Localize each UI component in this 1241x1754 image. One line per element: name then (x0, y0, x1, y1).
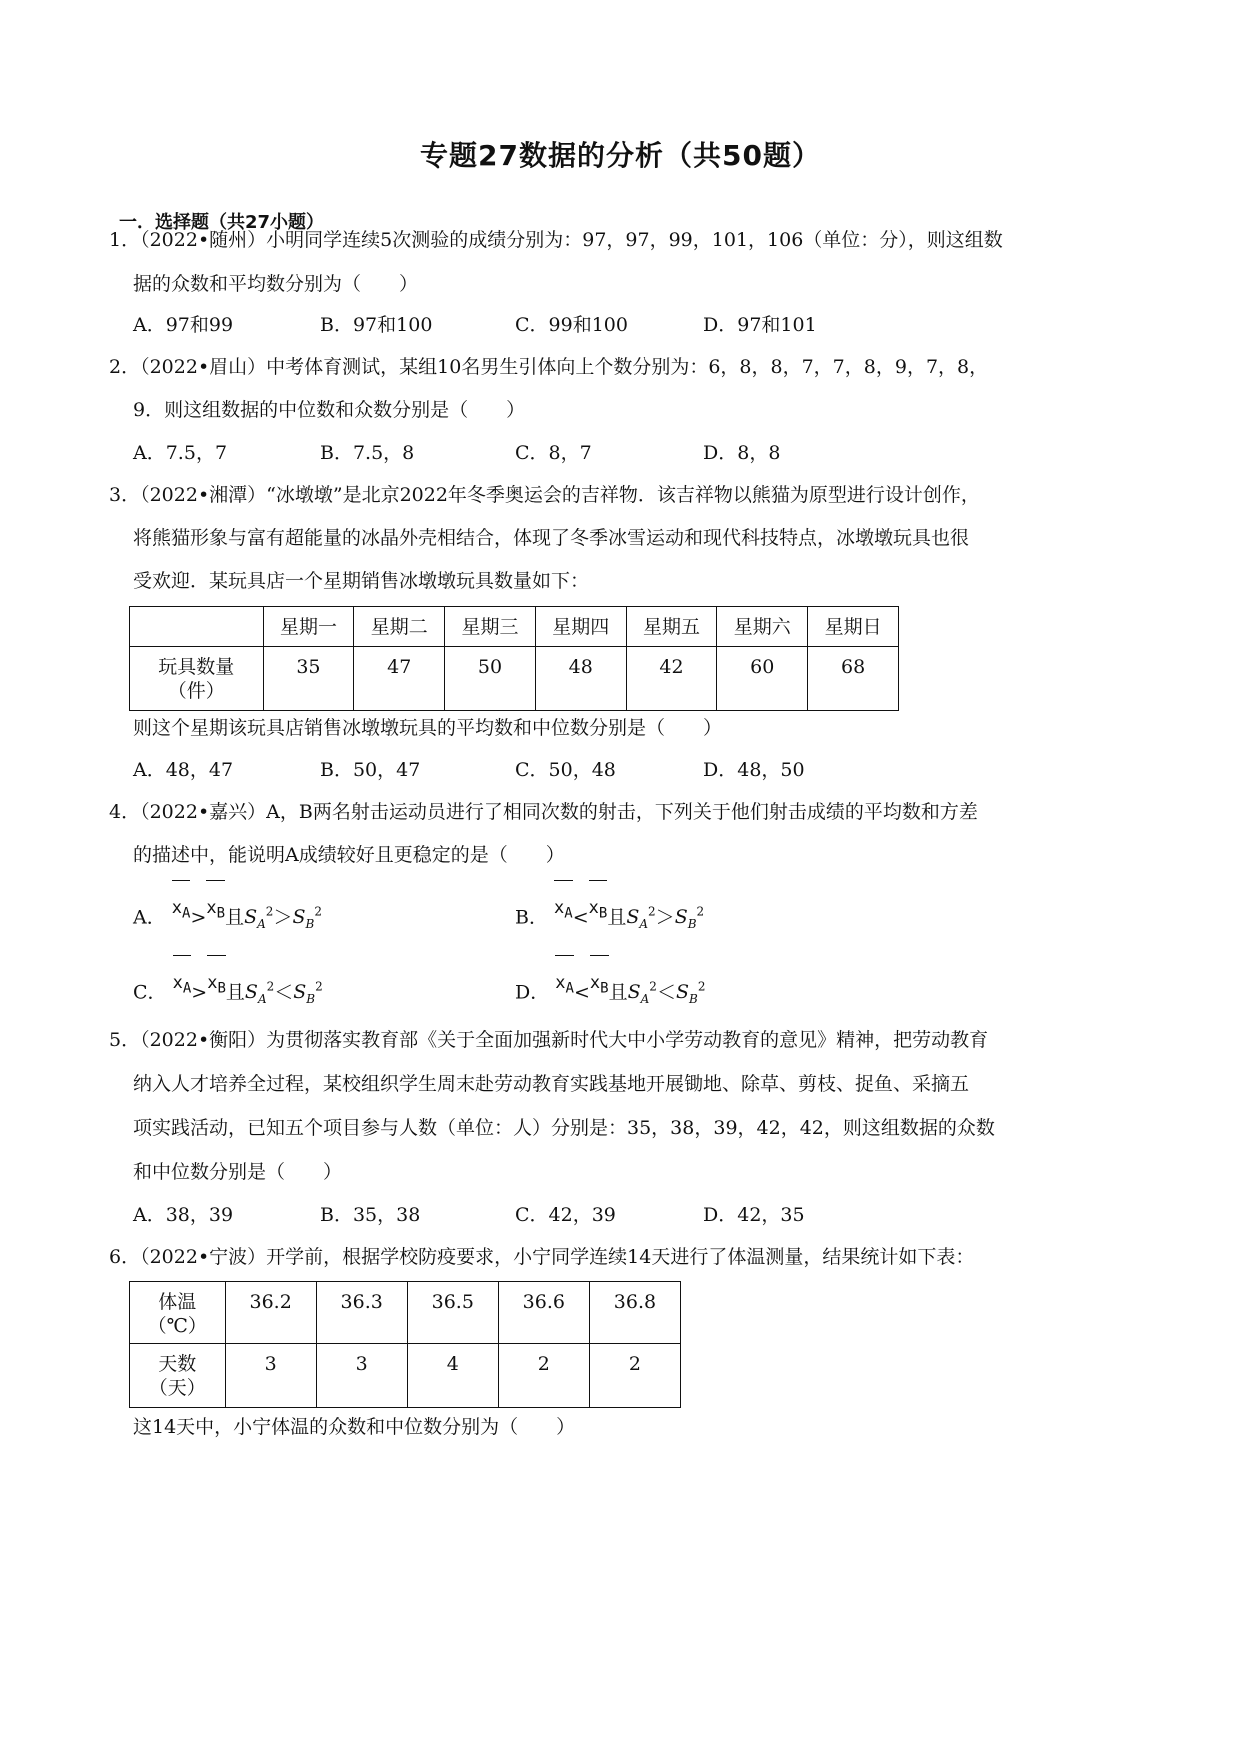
q6-table-cell: 4 (407, 1344, 498, 1408)
q6-table-cell: 36.3 (316, 1282, 407, 1344)
q3-table-data-row (130, 647, 899, 711)
variance-b: $S_B^2$ (292, 905, 322, 932)
q3-option-b: B．50，47 (320, 759, 421, 781)
section-heading: 一．选择题（共27小题） (119, 212, 325, 233)
q2-option-c: C．8，7 (515, 442, 592, 464)
q3-row-label-line-2: （件） (167, 680, 225, 702)
q6-table-cell: 36.6 (498, 1282, 589, 1344)
q6-table-cell: 3 (225, 1344, 316, 1408)
and-text: 且 (225, 906, 245, 929)
q3-table-cell: 47 (354, 647, 445, 711)
q3-table-cell: 50 (445, 647, 536, 711)
variance-b: $S_B^2$ (293, 980, 323, 1007)
and-text: 且 (225, 981, 245, 1004)
variance-b: $S_B^2$ (675, 980, 706, 1007)
variance-a: $S_A^2$ (626, 905, 656, 932)
q3-table-cell: 42 (626, 647, 717, 711)
q4-option-b (515, 900, 704, 936)
mean-b-symbol: $x_B$ (590, 971, 609, 1000)
q3-text-line-4: 则这个星期该玩具店销售冰墩墩玩具的平均数和中位数分别是（ ） (133, 717, 723, 739)
q3-table-cell: 48 (535, 647, 626, 711)
q6-table-cell: 36.8 (589, 1282, 680, 1344)
q1-option-d: D．97和101 (703, 314, 817, 336)
q2-option-d: D．8，8 (703, 442, 781, 464)
q2-text-line-1: 2．（2022•眉山）中考体育测试，某组10名男生引体向上个数分别为：6，8，8，7，7，8，9，7，8， (109, 356, 989, 378)
q6-text-line-2: 这14天中，小宁体温的众数和中位数分别为（ ） (133, 1416, 576, 1438)
q3-text-line-2: 将熊猫形象与富有超能量的冰晶外壳相结合，体现了冬季冰雪运动和现代科技特点，冰墩墩玩具也很 (133, 527, 970, 549)
q1-text-line-2: 据的众数和平均数分别为（ ） (133, 273, 419, 295)
q5-option-c: C．42，39 (515, 1204, 616, 1226)
q5-option-d: D．42，35 (703, 1204, 805, 1226)
q5-text-line-2: 纳入人才培养全过程，某校组织学生周末赴劳动教育实践基地开展锄地、除草、剪枝、捉鱼、采摘五 (133, 1073, 970, 1095)
mean-b-symbol: $x_B$ (207, 971, 226, 1000)
q3-option-d: D．48，50 (703, 759, 805, 781)
q5-option-a: A．38，39 (133, 1204, 234, 1226)
q3-table-header-cell: 星期一 (263, 607, 354, 647)
q3-row-label-line-1: 玩具数量 (158, 656, 235, 678)
variance-a: $S_A^2$ (244, 905, 274, 932)
q4-option-d-label: D． (515, 981, 550, 1004)
q6-temperature-row (130, 1282, 681, 1344)
variance-a: $S_A^2$ (244, 980, 275, 1007)
q4-text-line-2: 的描述中，能说明A成绩较好且更稳定的是（ ） (133, 844, 565, 866)
q6-row-label-line-2: （℃） (147, 1315, 207, 1337)
q6-temperature-table (129, 1281, 681, 1408)
compare-variance: ＞ (655, 906, 675, 929)
q3-table-header-cell: 星期二 (354, 607, 445, 647)
q1-text-line-1: 1．（2022•随州）小明同学连续5次测验的成绩分别为：97，97，99，101，106（单位：分），则这组数 (109, 229, 1003, 251)
q3-table-header-row (130, 607, 899, 647)
compare-variance: ＞ (273, 906, 293, 929)
q4-option-a-label: A． (133, 906, 166, 929)
q2-option-b: B．7.5，8 (320, 442, 415, 464)
and-text: 且 (608, 981, 628, 1004)
q6-table-cell: 36.2 (225, 1282, 316, 1344)
q3-table-cell: 60 (717, 647, 808, 711)
q2-option-a: A．7.5，7 (133, 442, 228, 464)
mean-b-symbol: $x_B$ (589, 896, 608, 925)
variance-a: $S_A^2$ (627, 980, 657, 1007)
and-text: 且 (607, 906, 627, 929)
q6-table-cell: 36.5 (407, 1282, 498, 1344)
q6-table-cell: 3 (316, 1344, 407, 1408)
q6-row-label (130, 1282, 226, 1344)
q4-text-line-1: 4．（2022•嘉兴）A，B两名射击运动员进行了相同次数的射击，下列关于他们射击成绩的平均数和方差 (109, 801, 978, 823)
q6-row-label (130, 1344, 226, 1408)
q3-table-header-cell: 星期日 (808, 607, 899, 647)
q3-option-c: C．50，48 (515, 759, 616, 781)
q6-text-line-1: 6．（2022•宁波）开学前，根据学校防疫要求，小宁同学连续14天进行了体温测量，结果统计如下表： (109, 1246, 975, 1268)
q3-table-corner-cell (130, 607, 264, 647)
q6-row-label-line-1: 天数 (158, 1353, 197, 1375)
mean-b-symbol: $x_B$ (206, 896, 225, 925)
q6-table-cell: 2 (589, 1344, 680, 1408)
q1-option-b: B．97和100 (320, 314, 433, 336)
q6-days-row (130, 1344, 681, 1408)
q6-table-cell: 2 (498, 1344, 589, 1408)
q3-text-line-1: 3．（2022•湘潭）“冰墩墩”是北京2022年冬季奥运会的吉祥物．该吉祥物以熊猫为原型进行设计创作， (109, 484, 980, 506)
q3-sales-table (129, 606, 899, 711)
compare-variance: ＜ (656, 981, 676, 1004)
mean-a-symbol: $x_A$ (173, 971, 192, 1000)
compare-mean: > (191, 981, 208, 1004)
q3-table-header-cell: 星期六 (717, 607, 808, 647)
compare-mean: > (190, 906, 207, 929)
q1-option-a: A．97和99 (133, 314, 234, 336)
q5-text-line-3: 项实践活动，已知五个项目参与人数（单位：人）分别是：35，38，39，42，42，则这组数据的众数 (133, 1117, 995, 1139)
q4-option-c-label: C． (133, 981, 167, 1004)
page-title: 专题27数据的分析（共50题） (420, 139, 821, 172)
q3-table-header-cell: 星期四 (535, 607, 626, 647)
q5-option-b: B．35，38 (320, 1204, 421, 1226)
q4-option-c (133, 975, 323, 1011)
q3-table-header-cell: 星期三 (445, 607, 536, 647)
mean-a-symbol: $x_A$ (554, 896, 573, 925)
compare-mean: < (572, 906, 589, 929)
q4-option-a (133, 900, 322, 936)
q4-option-b-label: B． (515, 906, 548, 929)
q3-option-a: A．48，47 (133, 759, 234, 781)
q5-text-line-1: 5．（2022•衡阳）为贯彻落实教育部《关于全面加强新时代大中小学劳动教育的意见》精神，把劳动教育 (109, 1029, 989, 1051)
q5-text-line-4: 和中位数分别是（ ） (133, 1161, 343, 1183)
q3-table-cell: 68 (808, 647, 899, 711)
q1-option-c: C．99和100 (515, 314, 628, 336)
mean-a-symbol: $x_A$ (555, 971, 574, 1000)
q6-row-label-line-1: 体温 (158, 1291, 197, 1313)
compare-mean: < (573, 981, 590, 1004)
q4-option-d (515, 975, 705, 1011)
q3-table-row-label (130, 647, 264, 711)
q3-table-header-cell: 星期五 (626, 607, 717, 647)
q3-text-line-3: 受欢迎．某玩具店一个星期销售冰墩墩玩具数量如下： (133, 570, 590, 592)
q3-table-cell: 35 (263, 647, 354, 711)
compare-variance: ＜ (274, 981, 294, 1004)
variance-b: $S_B^2$ (674, 905, 705, 932)
mean-a-symbol: $x_A$ (172, 896, 191, 925)
q6-row-label-line-2: （天） (148, 1377, 206, 1399)
q2-text-line-2: 9．则这组数据的中位数和众数分别是（ ） (133, 399, 526, 421)
